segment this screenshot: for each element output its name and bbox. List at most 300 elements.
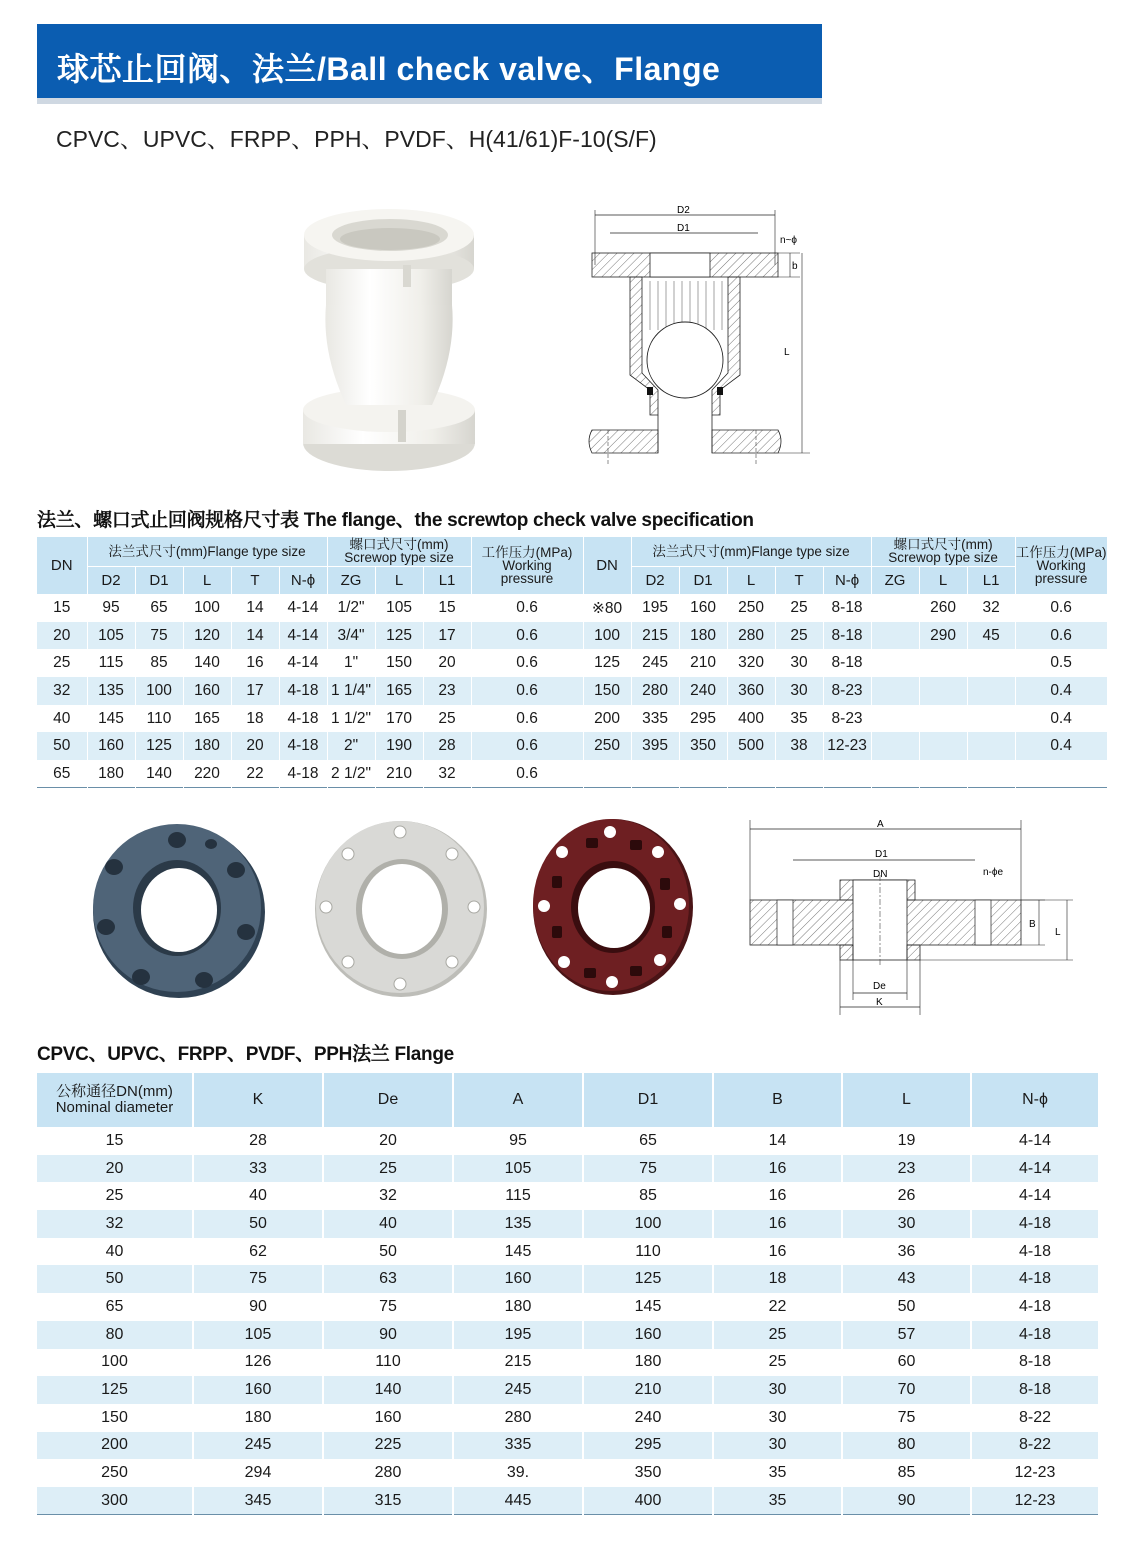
table-row bbox=[37, 732, 1107, 760]
table-cell bbox=[919, 649, 967, 677]
table-cell: 19 bbox=[842, 1127, 971, 1155]
table-cell: 210 bbox=[583, 1376, 713, 1404]
table-cell bbox=[583, 760, 631, 788]
table-cell: 126 bbox=[193, 1349, 323, 1377]
col-dn-2: DN bbox=[583, 537, 631, 594]
table-cell: 215 bbox=[631, 622, 679, 650]
white-flange-photo bbox=[312, 812, 490, 1002]
table-cell bbox=[919, 760, 967, 788]
table-row bbox=[37, 1321, 1099, 1349]
table-cell: 345 bbox=[193, 1487, 323, 1515]
table-cell: 32 bbox=[423, 760, 471, 788]
col-flange-type: 法兰式尺寸(mm)Flange type size bbox=[87, 537, 327, 566]
table-cell: 32 bbox=[37, 677, 87, 705]
table-cell: 0.6 bbox=[471, 705, 583, 733]
dim-n-phi-e: n-ϕe bbox=[983, 867, 1004, 878]
table-cell bbox=[679, 760, 727, 788]
table-cell: 14 bbox=[231, 594, 279, 622]
table-cell: 300 bbox=[37, 1487, 193, 1515]
table-cell: 4-18 bbox=[971, 1321, 1099, 1349]
page-title: 球芯止回阀、法兰/Ball check valve、Flange bbox=[57, 51, 721, 87]
table-cell: 12-23 bbox=[971, 1487, 1099, 1515]
table-cell: 45 bbox=[967, 622, 1015, 650]
col-screw-type: 螺口式尺寸(mm) Screwop type size bbox=[327, 537, 471, 566]
table-cell: 250 bbox=[727, 594, 775, 622]
table-cell: 50 bbox=[37, 732, 87, 760]
table-cell: 32 bbox=[37, 1210, 193, 1238]
table-cell: 160 bbox=[323, 1404, 453, 1432]
table-cell: 90 bbox=[193, 1293, 323, 1321]
table-cell: 16 bbox=[231, 649, 279, 677]
table-cell: 23 bbox=[842, 1155, 971, 1183]
table-cell: 145 bbox=[583, 1293, 713, 1321]
table-row bbox=[37, 1459, 1099, 1487]
table-cell: 17 bbox=[423, 622, 471, 650]
dim-b: b bbox=[792, 261, 798, 272]
table-cell: 22 bbox=[231, 760, 279, 788]
table-cell: 8-18 bbox=[971, 1376, 1099, 1404]
table-cell: 75 bbox=[323, 1293, 453, 1321]
table-cell: 105 bbox=[87, 622, 135, 650]
banner-shadow bbox=[37, 98, 822, 104]
table-cell: 36 bbox=[842, 1238, 971, 1266]
table-cell: 400 bbox=[727, 705, 775, 733]
table-cell: 26 bbox=[842, 1182, 971, 1210]
table-cell: 160 bbox=[583, 1321, 713, 1349]
sub-d2-2: D2 bbox=[631, 566, 679, 594]
table-row bbox=[37, 1376, 1099, 1404]
table-cell: 16 bbox=[713, 1238, 842, 1266]
sub-l-screw: L bbox=[375, 566, 423, 594]
table-cell bbox=[967, 732, 1015, 760]
table-cell: 160 bbox=[679, 594, 727, 622]
col-d1: D1 bbox=[583, 1073, 713, 1127]
table-cell: 25 bbox=[37, 1182, 193, 1210]
table-cell: 150 bbox=[37, 1404, 193, 1432]
table-cell: 32 bbox=[967, 594, 1015, 622]
table-cell: 65 bbox=[37, 760, 87, 788]
table-cell: 4-14 bbox=[279, 622, 327, 650]
table-cell: 280 bbox=[727, 622, 775, 650]
table-cell: 160 bbox=[183, 677, 231, 705]
sub-l-screw-2: L bbox=[919, 566, 967, 594]
table-cell: 8-18 bbox=[971, 1349, 1099, 1377]
table-row bbox=[37, 1487, 1099, 1515]
table-row bbox=[37, 1155, 1099, 1183]
col-a: A bbox=[453, 1073, 583, 1127]
table-cell: 4-18 bbox=[279, 677, 327, 705]
table-cell: 315 bbox=[323, 1487, 453, 1515]
table-cell: 2 1/2" bbox=[327, 760, 375, 788]
table-cell: 0.4 bbox=[1015, 705, 1107, 733]
table-cell: 90 bbox=[842, 1487, 971, 1515]
table-cell: 225 bbox=[323, 1432, 453, 1460]
sub-n-phi: N-ϕ bbox=[279, 566, 327, 594]
valve-section-drawing bbox=[580, 205, 820, 470]
materials-line: CPVC、UPVC、FRPP、PPH、PVDF、H(41/61)F-10(S/F) bbox=[56, 126, 657, 152]
table-cell: 16 bbox=[713, 1210, 842, 1238]
table-cell: 210 bbox=[679, 649, 727, 677]
table-cell: 50 bbox=[323, 1238, 453, 1266]
table-cell: 80 bbox=[842, 1432, 971, 1460]
table-cell: 125 bbox=[583, 649, 631, 677]
table-cell bbox=[871, 649, 919, 677]
dim-k: K bbox=[876, 997, 883, 1008]
sub-n-phi-2: N-ϕ bbox=[823, 566, 871, 594]
sub-d2: D2 bbox=[87, 566, 135, 594]
dim-d1: D1 bbox=[677, 223, 690, 234]
table-cell: 135 bbox=[87, 677, 135, 705]
table-cell: 15 bbox=[37, 1127, 193, 1155]
table-row bbox=[37, 760, 1107, 788]
sub-zg: ZG bbox=[327, 566, 375, 594]
table-cell: 140 bbox=[135, 760, 183, 788]
table-cell: 15 bbox=[423, 594, 471, 622]
table-cell: 294 bbox=[193, 1459, 323, 1487]
table-cell: 260 bbox=[919, 594, 967, 622]
table-cell bbox=[823, 760, 871, 788]
table-cell: 2" bbox=[327, 732, 375, 760]
flange-table-title: CPVC、UPVC、FRPP、PVDF、PPH法兰 Flange bbox=[37, 1044, 454, 1065]
table-cell: 18 bbox=[231, 705, 279, 733]
table-cell: 250 bbox=[37, 1459, 193, 1487]
table-cell: 145 bbox=[87, 705, 135, 733]
table-row bbox=[37, 1182, 1099, 1210]
table-row bbox=[37, 1404, 1099, 1432]
table-cell bbox=[871, 705, 919, 733]
table-cell: 110 bbox=[135, 705, 183, 733]
table-cell: 60 bbox=[842, 1349, 971, 1377]
table-cell: 165 bbox=[183, 705, 231, 733]
table-cell: 30 bbox=[775, 677, 823, 705]
table-cell: 8-23 bbox=[823, 677, 871, 705]
table-cell bbox=[919, 705, 967, 733]
col-de: De bbox=[323, 1073, 453, 1127]
table-cell: 4-14 bbox=[971, 1182, 1099, 1210]
sub-t: T bbox=[231, 566, 279, 594]
table-cell: 32 bbox=[323, 1182, 453, 1210]
table-cell: 25 bbox=[775, 622, 823, 650]
sub-d1-2: D1 bbox=[679, 566, 727, 594]
table-cell: 120 bbox=[183, 622, 231, 650]
table-cell: 90 bbox=[323, 1321, 453, 1349]
table-cell: 350 bbox=[583, 1459, 713, 1487]
table-cell: 50 bbox=[842, 1293, 971, 1321]
table-cell: 100 bbox=[183, 594, 231, 622]
table-cell bbox=[775, 760, 823, 788]
table-cell: 85 bbox=[135, 649, 183, 677]
table-cell: 50 bbox=[193, 1210, 323, 1238]
table-cell: 30 bbox=[713, 1432, 842, 1460]
table-cell bbox=[871, 622, 919, 650]
table-cell: 245 bbox=[193, 1432, 323, 1460]
table-cell: 215 bbox=[453, 1349, 583, 1377]
table-cell: 125 bbox=[583, 1265, 713, 1293]
col-n-phi: N-ϕ bbox=[971, 1073, 1099, 1127]
table-cell: 0.4 bbox=[1015, 677, 1107, 705]
table-cell: 75 bbox=[583, 1155, 713, 1183]
table-cell: 4-18 bbox=[971, 1238, 1099, 1266]
table-cell bbox=[871, 732, 919, 760]
table-cell: 8-18 bbox=[823, 622, 871, 650]
table-cell: 25 bbox=[713, 1321, 842, 1349]
table-cell: 8-22 bbox=[971, 1404, 1099, 1432]
dim-d2: D2 bbox=[677, 205, 690, 216]
col-dn: DN bbox=[37, 537, 87, 594]
table-cell: 8-22 bbox=[971, 1432, 1099, 1460]
table-row bbox=[37, 1349, 1099, 1377]
table-cell: 3/4" bbox=[327, 622, 375, 650]
table-row bbox=[37, 705, 1107, 733]
table-cell: 220 bbox=[183, 760, 231, 788]
table-cell: 250 bbox=[583, 732, 631, 760]
table-cell: 35 bbox=[775, 705, 823, 733]
col-screw-type-2: 螺口式尺寸(mm) Screwop type size bbox=[871, 537, 1015, 566]
table-cell: 280 bbox=[323, 1459, 453, 1487]
table-cell: 12-23 bbox=[823, 732, 871, 760]
table-cell bbox=[727, 760, 775, 788]
table-cell: 180 bbox=[453, 1293, 583, 1321]
col-working-pressure-2: 工作压力(MPa) Working pressure bbox=[1015, 537, 1107, 594]
table-cell: 110 bbox=[323, 1349, 453, 1377]
col-working-pressure: 工作压力(MPa) Working pressure bbox=[471, 537, 583, 594]
table-cell: 395 bbox=[631, 732, 679, 760]
table-cell: 0.5 bbox=[1015, 649, 1107, 677]
table-cell: 22 bbox=[713, 1293, 842, 1321]
table-cell: 280 bbox=[631, 677, 679, 705]
table-cell: 4-14 bbox=[279, 649, 327, 677]
table-cell: 50 bbox=[37, 1265, 193, 1293]
table-cell: 28 bbox=[193, 1127, 323, 1155]
table-cell: 57 bbox=[842, 1321, 971, 1349]
table-cell: 63 bbox=[323, 1265, 453, 1293]
table-cell: 33 bbox=[193, 1155, 323, 1183]
table-cell: 0.6 bbox=[471, 677, 583, 705]
table-cell: 500 bbox=[727, 732, 775, 760]
table-cell: 14 bbox=[713, 1127, 842, 1155]
table-cell bbox=[967, 677, 1015, 705]
table-cell: 125 bbox=[375, 622, 423, 650]
table-cell: 40 bbox=[37, 1238, 193, 1266]
table-cell bbox=[631, 760, 679, 788]
table-cell: 145 bbox=[453, 1238, 583, 1266]
table-cell: 20 bbox=[37, 622, 87, 650]
sub-d1: D1 bbox=[135, 566, 183, 594]
gray-flange-photo bbox=[86, 812, 268, 1002]
table-cell: 100 bbox=[135, 677, 183, 705]
table-row bbox=[37, 677, 1107, 705]
table-row bbox=[37, 1265, 1099, 1293]
flange-table bbox=[37, 1073, 1100, 1515]
table-cell: 30 bbox=[713, 1404, 842, 1432]
table-cell: 8-23 bbox=[823, 705, 871, 733]
table-cell: 80 bbox=[37, 1321, 193, 1349]
sub-l1: L1 bbox=[423, 566, 471, 594]
table-cell: 40 bbox=[193, 1182, 323, 1210]
table-cell: 400 bbox=[583, 1487, 713, 1515]
table-cell: 25 bbox=[323, 1155, 453, 1183]
table-cell: 115 bbox=[87, 649, 135, 677]
table-cell: 105 bbox=[193, 1321, 323, 1349]
table-cell: 150 bbox=[583, 677, 631, 705]
table-cell: 20 bbox=[37, 1155, 193, 1183]
table-cell: 105 bbox=[375, 594, 423, 622]
table-cell: 16 bbox=[713, 1182, 842, 1210]
table-cell: ※80 bbox=[583, 594, 631, 622]
table-cell: 25 bbox=[713, 1349, 842, 1377]
table-cell: 240 bbox=[583, 1404, 713, 1432]
table-cell bbox=[967, 760, 1015, 788]
table-cell: 335 bbox=[453, 1432, 583, 1460]
table-cell: 4-18 bbox=[971, 1210, 1099, 1238]
table-cell: 18 bbox=[713, 1265, 842, 1293]
title-banner bbox=[37, 24, 822, 102]
table-cell: 180 bbox=[193, 1404, 323, 1432]
table-cell: 4-18 bbox=[279, 705, 327, 733]
table-cell: 30 bbox=[775, 649, 823, 677]
table-cell: 165 bbox=[375, 677, 423, 705]
dim-l-flange: L bbox=[1055, 927, 1061, 938]
table-cell: 38 bbox=[775, 732, 823, 760]
table-cell: 210 bbox=[375, 760, 423, 788]
table-cell: 190 bbox=[375, 732, 423, 760]
table-cell: 350 bbox=[679, 732, 727, 760]
table-cell: 95 bbox=[87, 594, 135, 622]
table-cell: 245 bbox=[631, 649, 679, 677]
valve-photo bbox=[298, 205, 480, 475]
table-cell: 135 bbox=[453, 1210, 583, 1238]
table-cell: 75 bbox=[135, 622, 183, 650]
table-cell: 100 bbox=[583, 1210, 713, 1238]
table-cell: 85 bbox=[583, 1182, 713, 1210]
table-cell: 0.6 bbox=[471, 732, 583, 760]
table-cell: 195 bbox=[631, 594, 679, 622]
dim-l: L bbox=[784, 347, 790, 358]
table-cell: 0.6 bbox=[1015, 594, 1107, 622]
table-cell: 65 bbox=[583, 1127, 713, 1155]
table-cell: 28 bbox=[423, 732, 471, 760]
table-cell: 100 bbox=[583, 622, 631, 650]
table-cell: 12-23 bbox=[971, 1459, 1099, 1487]
table-cell: 0.6 bbox=[1015, 622, 1107, 650]
table-cell: 150 bbox=[375, 649, 423, 677]
table-cell: 0.6 bbox=[471, 760, 583, 788]
table-cell: 100 bbox=[37, 1349, 193, 1377]
table-cell: 40 bbox=[37, 705, 87, 733]
table-cell: 1 1/2" bbox=[327, 705, 375, 733]
table-cell: 160 bbox=[87, 732, 135, 760]
table-cell: 39. bbox=[453, 1459, 583, 1487]
table-cell: 180 bbox=[183, 732, 231, 760]
table-cell: 4-14 bbox=[971, 1155, 1099, 1183]
table-row bbox=[37, 594, 1107, 622]
sub-l: L bbox=[183, 566, 231, 594]
table-cell: 70 bbox=[842, 1376, 971, 1404]
table-cell: 280 bbox=[453, 1404, 583, 1432]
table-cell bbox=[919, 677, 967, 705]
table-cell: 25 bbox=[37, 649, 87, 677]
table-row bbox=[37, 1127, 1099, 1155]
table-cell: 43 bbox=[842, 1265, 971, 1293]
table-cell: 110 bbox=[583, 1238, 713, 1266]
table-cell: 295 bbox=[679, 705, 727, 733]
table-cell: 20 bbox=[423, 649, 471, 677]
table-cell bbox=[967, 649, 1015, 677]
table-cell: 4-14 bbox=[971, 1127, 1099, 1155]
table-cell: 20 bbox=[231, 732, 279, 760]
table-cell: 25 bbox=[423, 705, 471, 733]
table-cell: 160 bbox=[193, 1376, 323, 1404]
table-cell: 85 bbox=[842, 1459, 971, 1487]
table-row bbox=[37, 1210, 1099, 1238]
sub-l-2: L bbox=[727, 566, 775, 594]
table-cell: 16 bbox=[713, 1155, 842, 1183]
table-cell: 170 bbox=[375, 705, 423, 733]
table-cell: 295 bbox=[583, 1432, 713, 1460]
sub-zg-2: ZG bbox=[871, 566, 919, 594]
dim-dn-flange: DN bbox=[873, 869, 888, 880]
table-cell: 65 bbox=[37, 1293, 193, 1321]
red-flange-photo bbox=[530, 812, 694, 998]
table-cell: 30 bbox=[713, 1376, 842, 1404]
dim-a: A bbox=[877, 819, 884, 830]
dim-b-flange: B bbox=[1029, 919, 1036, 930]
table-cell: 14 bbox=[231, 622, 279, 650]
table-row bbox=[37, 622, 1107, 650]
table-cell: 1 1/4" bbox=[327, 677, 375, 705]
table-cell: 200 bbox=[583, 705, 631, 733]
table-cell bbox=[1015, 760, 1107, 788]
table-cell: 200 bbox=[37, 1432, 193, 1460]
spec-table-title: 法兰、螺口式止回阀规格尺寸表 The flange、the screwtop check valve specification bbox=[37, 510, 754, 531]
table-cell: 4-18 bbox=[279, 732, 327, 760]
col-nominal-diameter: 公称通径DN(mm) Nominal diameter bbox=[37, 1073, 193, 1127]
table-cell: 195 bbox=[453, 1321, 583, 1349]
table-cell: 95 bbox=[453, 1127, 583, 1155]
table-cell bbox=[871, 760, 919, 788]
table-cell: 160 bbox=[453, 1265, 583, 1293]
dim-n-phi: n~ϕ bbox=[780, 235, 798, 246]
flange-section-drawing bbox=[745, 815, 1080, 1020]
table-cell: 0.6 bbox=[471, 622, 583, 650]
dim-d1-flange: D1 bbox=[875, 849, 888, 860]
table-cell: 30 bbox=[842, 1210, 971, 1238]
table-cell: 115 bbox=[453, 1182, 583, 1210]
table-cell: 17 bbox=[231, 677, 279, 705]
col-b: B bbox=[713, 1073, 842, 1127]
table-cell: 445 bbox=[453, 1487, 583, 1515]
col-l: L bbox=[842, 1073, 971, 1127]
table-cell: 35 bbox=[713, 1459, 842, 1487]
dim-de: De bbox=[873, 981, 886, 992]
table-cell: 1" bbox=[327, 649, 375, 677]
table-cell bbox=[967, 705, 1015, 733]
table-cell: 105 bbox=[453, 1155, 583, 1183]
table-cell: 4-14 bbox=[279, 594, 327, 622]
table-cell bbox=[871, 677, 919, 705]
table-cell: 4-18 bbox=[279, 760, 327, 788]
table-row bbox=[37, 1238, 1099, 1266]
table-cell: 290 bbox=[919, 622, 967, 650]
table-cell bbox=[871, 594, 919, 622]
table-cell: 4-18 bbox=[971, 1265, 1099, 1293]
table-cell: 8-18 bbox=[823, 649, 871, 677]
table-cell: 20 bbox=[323, 1127, 453, 1155]
table-cell bbox=[919, 732, 967, 760]
table-cell: 62 bbox=[193, 1238, 323, 1266]
table-cell: 180 bbox=[583, 1349, 713, 1377]
table-cell: 0.6 bbox=[471, 649, 583, 677]
